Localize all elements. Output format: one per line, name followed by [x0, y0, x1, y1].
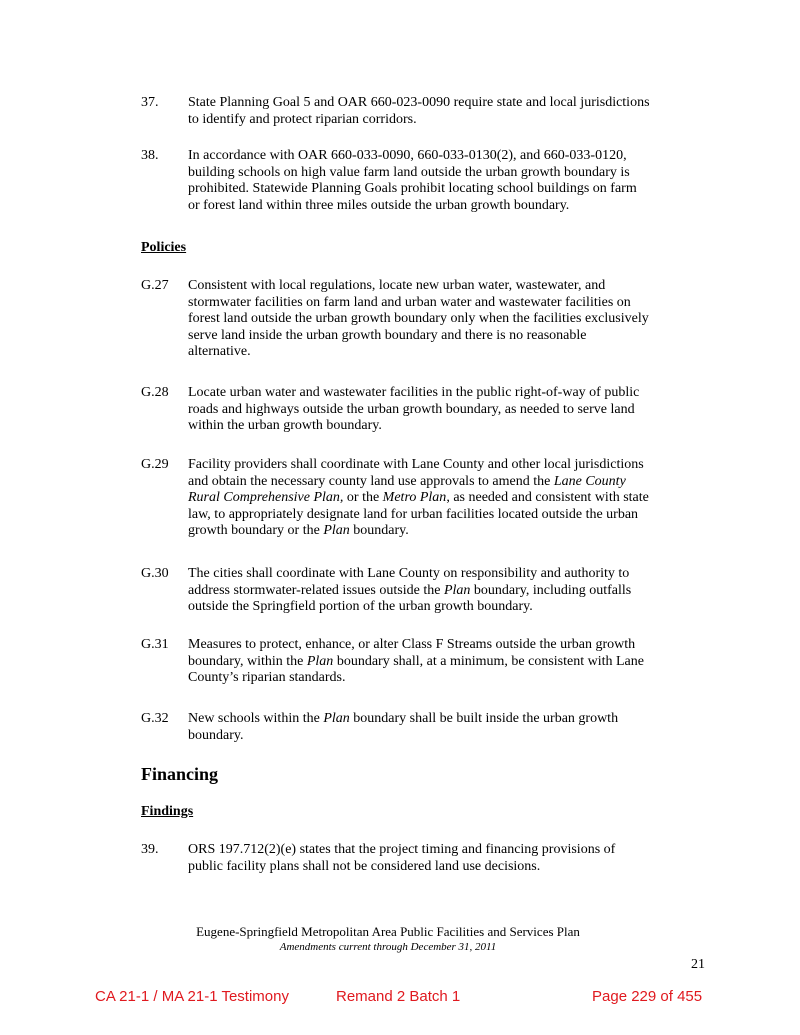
finding-text: [188, 842, 718, 875]
page-number: 21: [691, 957, 705, 972]
text-line: forest land outside the urban growth boundary only when the facilities exclusively: [188, 311, 649, 326]
text-line: to identify and protect riparian corridors.: [188, 111, 417, 127]
policy-number: G.32: [141, 711, 169, 726]
text-line: [188, 711, 718, 728]
italic-title: Rural Comprehensive Plan,: [188, 490, 344, 505]
policy-text: [188, 457, 718, 540]
text-run: boundary shall be built inside the urban growth: [349, 711, 619, 726]
text-line: ORS 197.712(2)(e) states that the project timing and financing provisions of: [188, 842, 616, 857]
footer-subtitle: Amendments current through December 31, 2011: [279, 941, 497, 953]
text-line: serve land inside the urban growth boundary and there is no reasonable: [188, 327, 587, 343]
text-line: The cities shall coordinate with Lane County on responsibility and authority to: [188, 566, 630, 581]
text-run: boundary, including outfalls: [470, 582, 632, 598]
finding-number: 37.: [141, 95, 159, 110]
policy-text: [188, 566, 718, 616]
finding-number: 38.: [141, 148, 159, 163]
stamp-page-count: Page 229 of 455: [592, 988, 703, 1005]
text-line: building schools on high value farm land outside the urban growth boundary is: [188, 164, 630, 180]
policy-text: [188, 385, 718, 435]
text-line: outside the Springfield portion of the urban growth boundary.: [188, 599, 533, 614]
text-run: or the: [343, 490, 383, 505]
text-line: public facility plans shall not be considered land use decisions.: [188, 858, 541, 874]
text-line: roads and highways outside the urban growth boundary, as needed to serve land: [188, 401, 635, 417]
policy-number: G.28: [141, 385, 169, 400]
italic-title: Plan: [323, 523, 350, 538]
policy-number: G.30: [141, 566, 169, 581]
text-line: Measures to protect, enhance, or alter Class F Streams outside the urban growth: [188, 637, 636, 652]
text-run: address stormwater-related issues outside the: [188, 582, 444, 598]
text-line: In accordance with OAR 660-033-0090, 660-033-0130(2), and 660-033-0120,: [188, 148, 627, 163]
text-line: State Planning Goal 5 and OAR 660-023-0090 require state and local jurisdictions: [188, 95, 650, 110]
text-line: [188, 583, 718, 600]
text-line: Facility providers shall coordinate with Lane County and other local jurisdictions: [188, 457, 644, 472]
text-line: [188, 490, 718, 507]
text-line: County’s riparian standards.: [188, 670, 346, 685]
finding-text: [188, 95, 718, 128]
text-line: Consistent with local regulations, locate new urban water, wastewater, and: [188, 278, 606, 293]
stamp-batch: Remand 2 Batch 1: [336, 988, 461, 1005]
finding-number: 39.: [141, 842, 159, 857]
text-line: or forest land within three miles outside the urban growth boundary.: [188, 197, 570, 213]
stamp-case-id: CA 21-1 / MA 21-1 Testimony: [95, 988, 289, 1005]
policy-number: G.27: [141, 278, 169, 293]
text-line: [188, 523, 718, 540]
footer-title: Eugene-Springfield Metropolitan Area Public Facilities and Services Plan: [196, 924, 580, 939]
text-line: prohibited. Statewide Planning Goals prohibit locating school buildings on farm: [188, 181, 637, 196]
findings-heading: Findings: [141, 804, 194, 819]
finding-text: [188, 148, 718, 214]
text-line: within the urban growth boundary.: [188, 418, 382, 433]
text-line: boundary.: [188, 727, 244, 743]
text-line: stormwater facilities on farm land and urban water and wastewater facilities on: [188, 294, 631, 310]
italic-title: Lane County: [553, 473, 626, 489]
text-run: growth boundary or the: [188, 523, 324, 538]
text-line: alternative.: [188, 344, 251, 359]
text-run: boundary, within the: [188, 653, 307, 669]
text-line: law, to appropriately designate land for urban facilities located outside the urban: [188, 506, 639, 522]
policy-text: [188, 711, 718, 744]
text-line: Locate urban water and wastewater facilities in the public right-of-way of public: [188, 385, 640, 400]
text-run: boundary.: [349, 523, 409, 538]
section-heading-financing: Financing: [141, 764, 219, 784]
policy-number: G.31: [141, 637, 169, 652]
policy-text: [188, 637, 718, 687]
text-run: New schools within the: [188, 711, 324, 726]
text-run: boundary shall, at a minimum, be consistent with Lane: [333, 653, 644, 669]
policy-number: G.29: [141, 457, 169, 472]
policies-heading: Policies: [141, 240, 187, 255]
italic-title: Plan: [306, 653, 334, 669]
policy-text: [188, 278, 718, 361]
text-run: , as needed and consistent with state: [446, 490, 649, 505]
italic-title: Plan: [443, 582, 471, 598]
text-line: [188, 474, 718, 491]
text-line: [188, 654, 718, 671]
italic-title: Plan: [323, 711, 350, 726]
text-run: and obtain the necessary county land use approvals to amend the: [188, 473, 554, 489]
italic-title: Metro Plan: [382, 490, 447, 505]
